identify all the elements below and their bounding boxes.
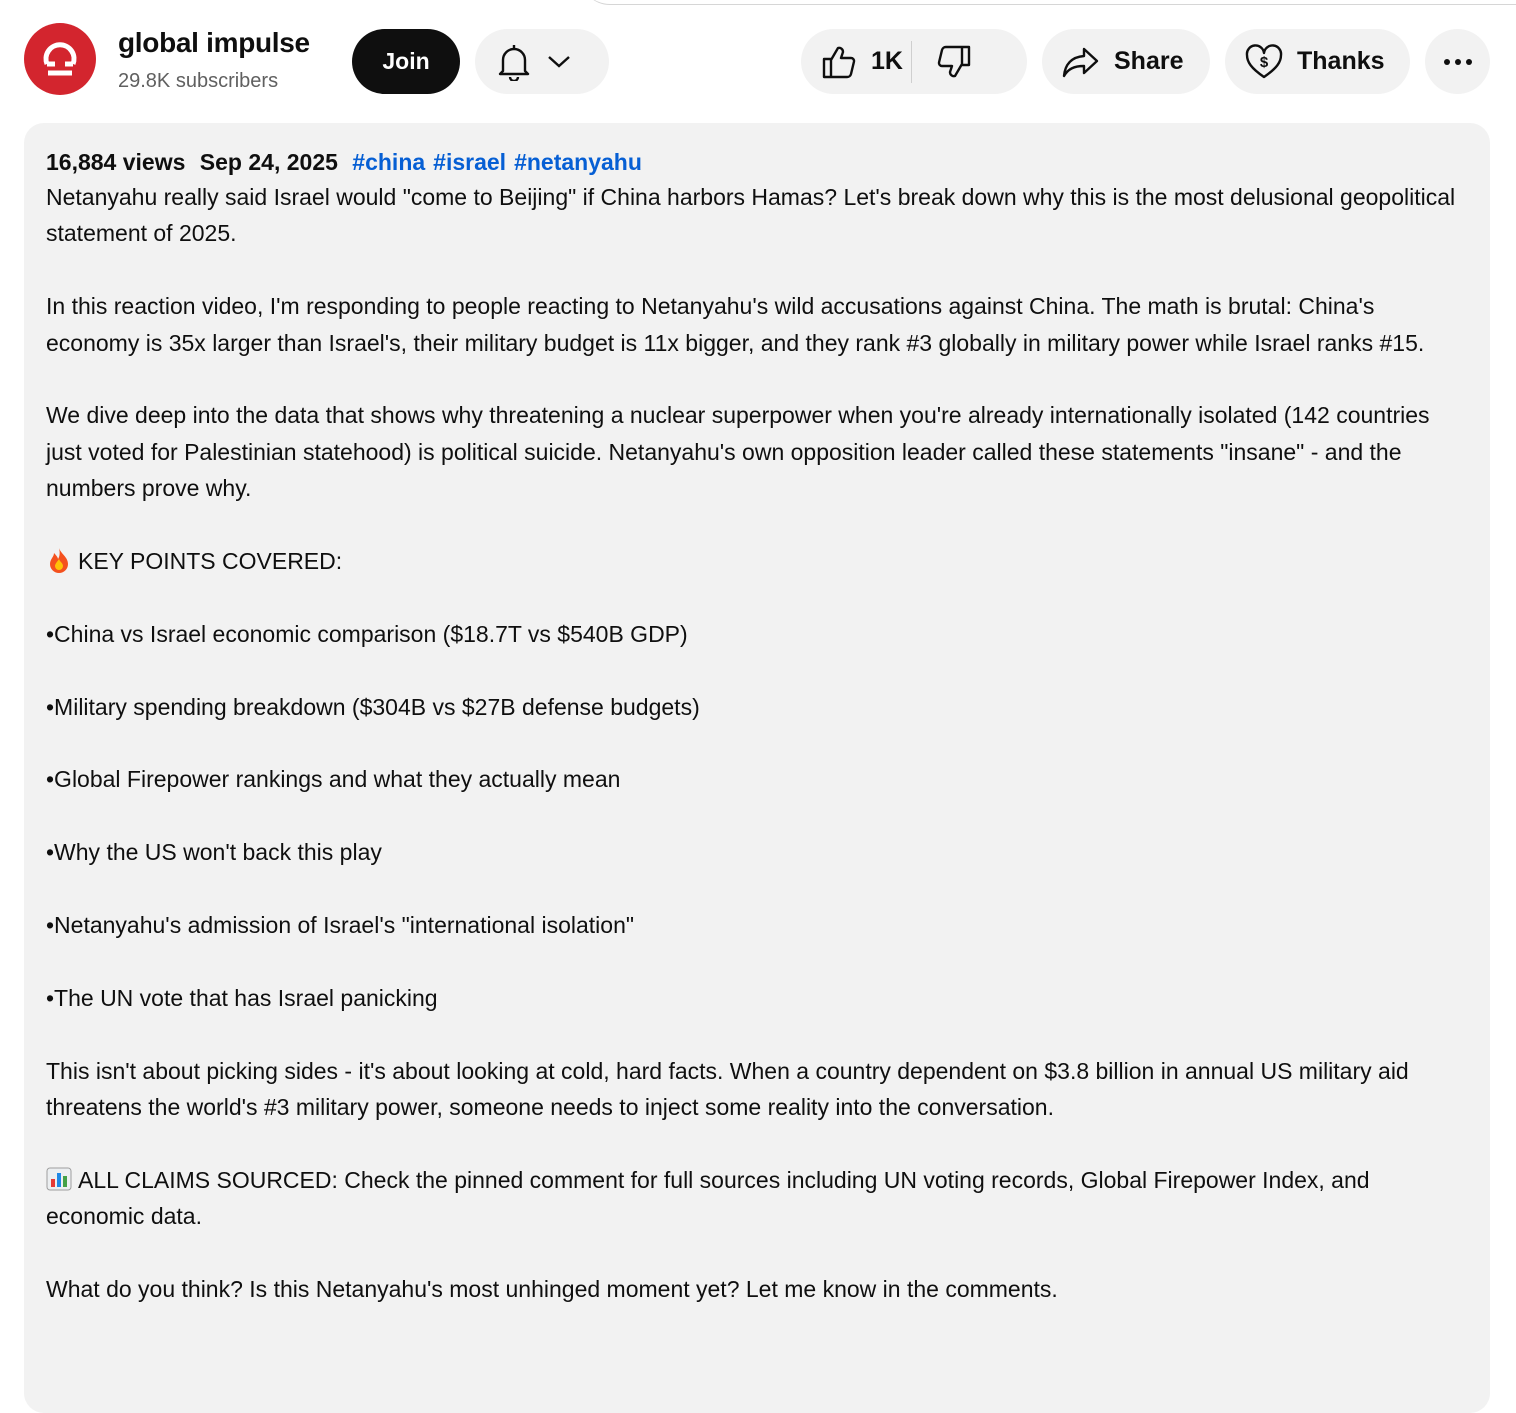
thumbs-up-icon xyxy=(821,44,857,80)
key-point-item: •Military spending breakdown ($304B vs $27B defense budgets) xyxy=(46,693,700,720)
fire-icon xyxy=(46,547,72,573)
share-label: Share xyxy=(1114,47,1184,75)
channel-logo-icon xyxy=(38,37,82,81)
share-icon xyxy=(1062,46,1100,78)
description-paragraph: This isn't about picking sides - it's about looking at cold, hard facts. When a country dependent on $3.8 billion in annual US military aid threatens the world's #3 military power, someone needs to inject some reality into the conversation. xyxy=(46,1057,1409,1120)
key-points-label: KEY POINTS COVERED: xyxy=(78,548,343,575)
bell-icon xyxy=(497,43,531,81)
subscriber-count: 29.8K subscribers xyxy=(118,70,279,92)
top-divider xyxy=(580,0,1516,5)
key-point-item: •Global Firepower rankings and what they actually mean xyxy=(46,766,621,793)
thanks-heart-icon xyxy=(1245,44,1283,80)
view-count: 16,884 views xyxy=(46,149,186,175)
description-body xyxy=(46,179,1468,1307)
description-meta xyxy=(46,145,1468,179)
svg-text:$: $ xyxy=(1259,53,1269,71)
dislike-button[interactable] xyxy=(912,29,972,94)
video-description[interactable] xyxy=(24,123,1490,1413)
more-horizontal-icon xyxy=(1443,58,1473,66)
join-button[interactable]: Join xyxy=(352,29,460,94)
key-point-item: •Why the US won't back this play xyxy=(46,839,382,866)
description-closing: What do you think? Is this Netanyahu's most unhinged moment yet? Let me know in the comments. xyxy=(46,1276,1058,1302)
channel-name[interactable]: global impulse xyxy=(118,27,310,58)
key-point-item: •Netanyahu's admission of Israel's "international isolation" xyxy=(46,912,635,938)
key-point-item: •China vs Israel economic comparison ($18.7T vs $540B GDP) xyxy=(46,620,688,647)
share-button[interactable] xyxy=(1042,29,1210,94)
more-actions-button[interactable] xyxy=(1425,29,1490,94)
notification-button[interactable] xyxy=(475,29,609,94)
hashtag-link[interactable]: #israel xyxy=(433,149,507,175)
sources-text: ALL CLAIMS SOURCED: Check the pinned comment for full sources including UN voting records, Global Firepower Index, and economic data. xyxy=(46,1166,1370,1230)
like-button[interactable] xyxy=(801,29,911,94)
thanks-button[interactable] xyxy=(1225,29,1410,94)
sources-note xyxy=(46,1162,1468,1235)
chevron-down-icon xyxy=(547,55,571,69)
upload-date: Sep 24, 2025 xyxy=(199,149,338,175)
hashtag-link[interactable]: #netanyahu xyxy=(514,149,642,175)
like-dislike-group xyxy=(801,29,1027,94)
description-paragraph: In this reaction video, I'm responding to people reacting to Netanyahu's wild accusations against China. The math is brutal: China's economy is 35x larger than Israel's, their military budget is 11x bigger, and they rank #3 globally in military power while Israel ranks #15. xyxy=(46,293,1425,356)
thumbs-down-icon xyxy=(936,44,972,80)
description-intro: Netanyahu really said Israel would "come to Beijing" if China harbors Hamas? Let's break down why this is the most delusional geopolitical statement of 2025. xyxy=(46,184,1456,247)
key-point-item: •The UN vote that has Israel panicking xyxy=(46,984,438,1011)
hashtag-link[interactable]: #china xyxy=(352,149,426,175)
bar-chart-icon xyxy=(46,1166,72,1192)
like-count: 1K xyxy=(871,47,903,75)
description-paragraph: We dive deep into the data that shows why threatening a nuclear superpower when you're already internationally isolated (142 countries just voted for Palestinian statehood) is political suicide. Netanyahu's own opposition leader called these statements "insane" - and the numbers prove why. xyxy=(46,402,1430,502)
key-points-heading xyxy=(46,543,1468,579)
channel-avatar[interactable] xyxy=(24,23,96,95)
thanks-label: Thanks xyxy=(1297,47,1385,75)
